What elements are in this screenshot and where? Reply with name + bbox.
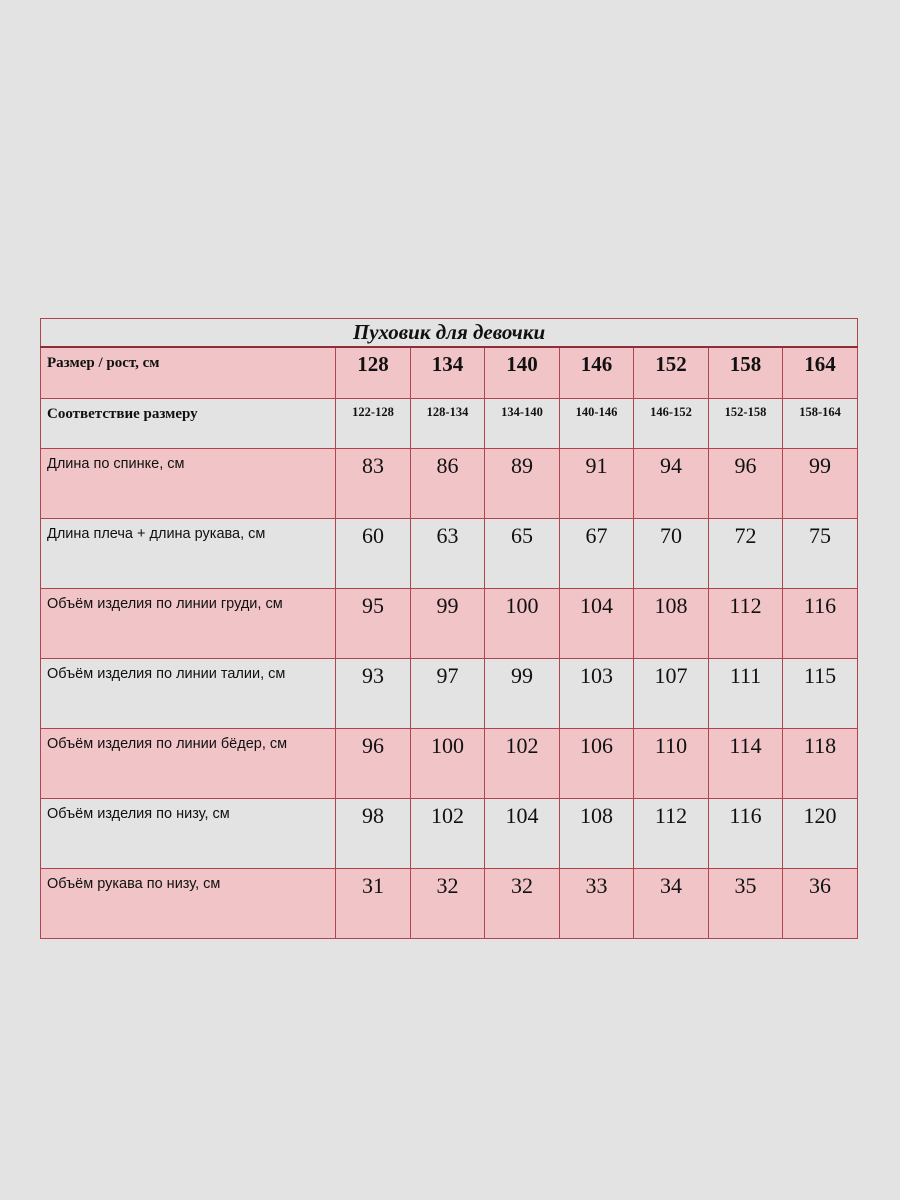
size-chart-body xyxy=(41,319,858,939)
size-header-cell: 140 xyxy=(485,347,560,399)
correspondence-row xyxy=(41,399,858,449)
measurement-value: 97 xyxy=(411,659,485,729)
measurement-value: 115 xyxy=(783,659,858,729)
measurement-value: 96 xyxy=(709,449,783,519)
size-header-row xyxy=(41,347,858,399)
measurement-value: 99 xyxy=(485,659,560,729)
correspondence-cell: 146-152 xyxy=(634,399,709,449)
measurement-label: Длина плеча + длина рукава, см xyxy=(41,519,336,589)
correspondence-cell: 158-164 xyxy=(783,399,858,449)
measurement-label: Объём изделия по низу, см xyxy=(41,799,336,869)
measurement-row xyxy=(41,589,858,659)
measurement-value: 70 xyxy=(634,519,709,589)
size-header-cell: 152 xyxy=(634,347,709,399)
measurement-value: 63 xyxy=(411,519,485,589)
measurement-value: 94 xyxy=(634,449,709,519)
measurement-value: 102 xyxy=(485,729,560,799)
measurement-value: 65 xyxy=(485,519,560,589)
size-header-cell: 146 xyxy=(560,347,634,399)
measurement-label: Длина по спинке, см xyxy=(41,449,336,519)
measurement-value: 111 xyxy=(709,659,783,729)
measurement-row xyxy=(41,869,858,939)
title-row xyxy=(41,319,858,348)
measurement-value: 95 xyxy=(336,589,411,659)
measurement-value: 83 xyxy=(336,449,411,519)
measurement-value: 89 xyxy=(485,449,560,519)
table-title: Пуховик для девочки xyxy=(41,319,858,348)
measurement-value: 72 xyxy=(709,519,783,589)
measurement-value: 110 xyxy=(634,729,709,799)
measurement-value: 100 xyxy=(411,729,485,799)
measurement-value: 106 xyxy=(560,729,634,799)
measurement-row xyxy=(41,519,858,589)
measurement-value: 112 xyxy=(634,799,709,869)
size-header-cell: 128 xyxy=(336,347,411,399)
measurement-value: 102 xyxy=(411,799,485,869)
measurement-value: 33 xyxy=(560,869,634,939)
measurement-value: 118 xyxy=(783,729,858,799)
measurement-value: 112 xyxy=(709,589,783,659)
measurement-value: 104 xyxy=(485,799,560,869)
measurement-value: 116 xyxy=(709,799,783,869)
measurement-label: Объём изделия по линии талии, см xyxy=(41,659,336,729)
measurement-value: 96 xyxy=(336,729,411,799)
measurement-value: 34 xyxy=(634,869,709,939)
measurement-value: 116 xyxy=(783,589,858,659)
measurement-value: 31 xyxy=(336,869,411,939)
measurement-value: 98 xyxy=(336,799,411,869)
size-header-cell: 158 xyxy=(709,347,783,399)
measurement-value: 120 xyxy=(783,799,858,869)
size-header-cell: 164 xyxy=(783,347,858,399)
measurement-value: 99 xyxy=(411,589,485,659)
measurement-value: 93 xyxy=(336,659,411,729)
measurement-value: 60 xyxy=(336,519,411,589)
measurement-value: 108 xyxy=(560,799,634,869)
measurement-value: 108 xyxy=(634,589,709,659)
measurement-value: 103 xyxy=(560,659,634,729)
measurement-row xyxy=(41,799,858,869)
size-chart-table xyxy=(40,318,858,939)
size-header-cell: 134 xyxy=(411,347,485,399)
measurement-value: 107 xyxy=(634,659,709,729)
measurement-value: 104 xyxy=(560,589,634,659)
measurement-value: 91 xyxy=(560,449,634,519)
measurement-value: 36 xyxy=(783,869,858,939)
correspondence-cell: 134-140 xyxy=(485,399,560,449)
measurement-label: Объём изделия по линии бёдер, см xyxy=(41,729,336,799)
correspondence-cell: 152-158 xyxy=(709,399,783,449)
size-header-label: Размер / рост, см xyxy=(41,347,336,399)
measurement-value: 35 xyxy=(709,869,783,939)
measurement-label: Объём рукава по низу, см xyxy=(41,869,336,939)
measurement-value: 67 xyxy=(560,519,634,589)
measurement-value: 32 xyxy=(485,869,560,939)
measurement-value: 32 xyxy=(411,869,485,939)
measurement-row xyxy=(41,659,858,729)
measurement-row xyxy=(41,449,858,519)
measurement-value: 99 xyxy=(783,449,858,519)
correspondence-label: Соответствие размеру xyxy=(41,399,336,449)
correspondence-cell: 128-134 xyxy=(411,399,485,449)
measurement-label: Объём изделия по линии груди, см xyxy=(41,589,336,659)
measurement-value: 75 xyxy=(783,519,858,589)
measurement-value: 100 xyxy=(485,589,560,659)
correspondence-cell: 122-128 xyxy=(336,399,411,449)
measurement-value: 86 xyxy=(411,449,485,519)
measurement-value: 114 xyxy=(709,729,783,799)
correspondence-cell: 140-146 xyxy=(560,399,634,449)
measurement-row xyxy=(41,729,858,799)
